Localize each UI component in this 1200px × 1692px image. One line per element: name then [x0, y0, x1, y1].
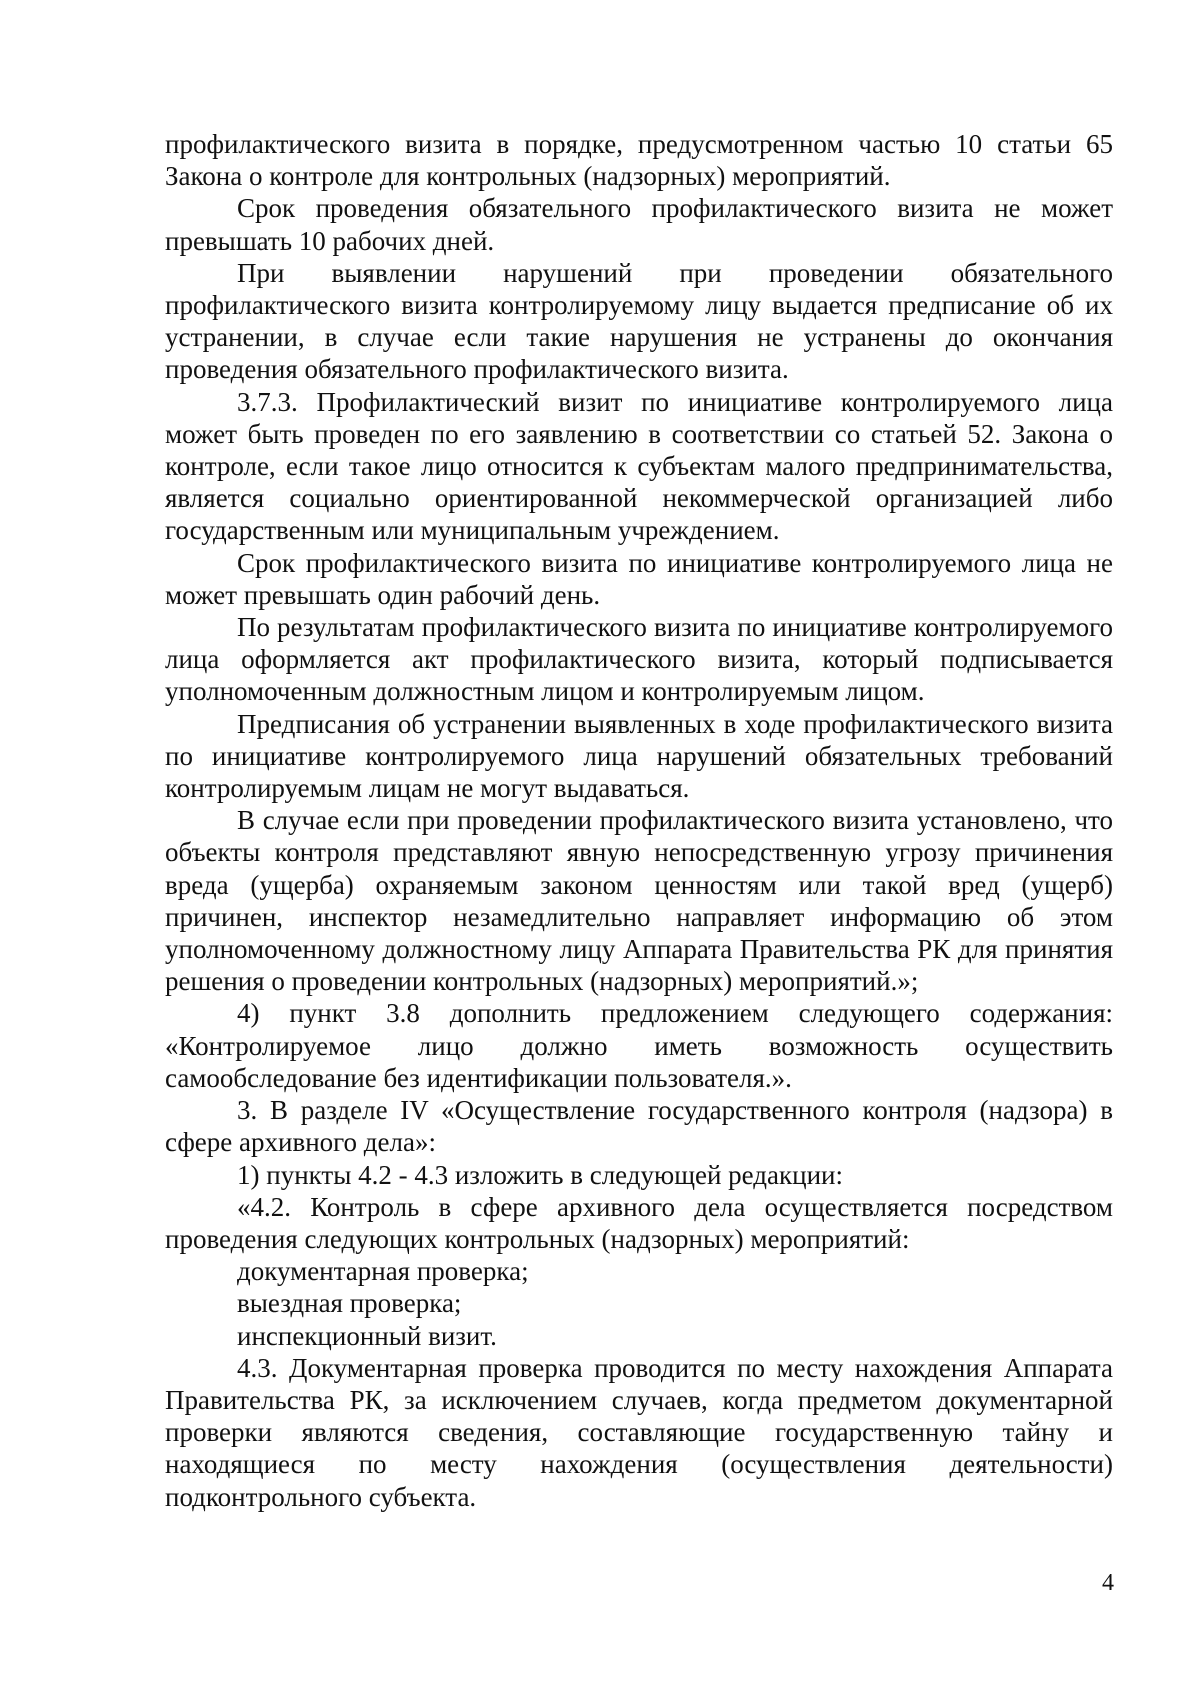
paragraph-section-iv: 3. В разделе IV «Осуществление государственного контроля (надзора) в сфере архивного дела»: [165, 1095, 1113, 1158]
paragraph-visit-act: По результатам профилактического визита по инициативе контролируемого лица оформляется акт профилактического визита, который подписывается уполномоченным должностным лицом и контролируемым лицом. [165, 612, 1113, 707]
paragraph-item-3-8: 4) пункт 3.8 дополнить предложением следующего содержания: «Контролируемое лицо должно иметь возможность осуществить самообследование без идентификации пользователя.». [165, 998, 1113, 1093]
paragraph-4-3: 4.3. Документарная проверка проводится по месту нахождения Аппарата Правительства РК, за исключением случаев, когда предметом документарной проверки являются сведения, составляющие государственную тайну и находящиеся по месту нахождения (осуществления деятельности) подконтрольного субъекта. [165, 1352, 1113, 1512]
paragraph-continuation: профилактического визита в порядке, предусмотренном частью 10 статьи 65 Закона о контроле для контрольных (надзорных) мероприятий. [165, 129, 1113, 192]
list-item-documentary-check: документарная проверка; [237, 1256, 529, 1287]
paragraph-3-7-3: 3.7.3. Профилактический визит по инициативе контролируемого лица может быть проведен по его заявлению в соответствии со статьей 52. Закона о контроле, если такое лицо относится к субъектам малого предпринимательства, является социально ориентированной некоммерческой организацией либо государственным или муниципальным учреждением. [165, 386, 1113, 546]
paragraph-threat-case: В случае если при проведении профилактического визита установлено, что объекты контроля представляют явную непосредственную угрозу причинения вреда (ущерба) охраняемым законом ценностям или такой вред (ущерб) причинен, инспектор незамедлительно направляет информацию об этом уполномоченному должностному лицу Аппарата Правительства РК для принятия решения о проведении контрольных (надзорных) мероприятий.»; [165, 805, 1113, 997]
paragraph-initiative-duration: Срок профилактического визита по инициативе контролируемого лица не может превышать один рабочий день. [165, 547, 1113, 610]
paragraph-prescriptions: Предписания об устранении выявленных в ходе профилактического визита по инициативе контролируемого лица нарушений обязательных требований контролируемым лицам не могут выдаваться. [165, 708, 1113, 804]
paragraph-visit-duration: Срок проведения обязательного профилактического визита не может превышать 10 рабочих дней. [165, 193, 1113, 256]
list-item-field-check: выездная проверка; [237, 1288, 462, 1319]
page-number: 4 [1102, 1570, 1114, 1596]
document-body [165, 128, 1113, 1513]
paragraph-items-4-2-4-3: 1) пункты 4.2 - 4.3 изложить в следующей редакции: [237, 1159, 843, 1190]
paragraph-violations-order: При выявлении нарушений при проведении обязательного профилактического визита контролируемому лицу выдается предписание об их устранении, в случае если такие нарушения не устранены до окончания проведения обязательного профилактического визита. [165, 257, 1113, 385]
paragraph-4-2: «4.2. Контроль в сфере архивного дела осуществляется посредством проведения следующих контрольных (надзорных) мероприятий: [165, 1191, 1113, 1254]
list-item-inspection-visit: инспекционный визит. [237, 1320, 497, 1351]
